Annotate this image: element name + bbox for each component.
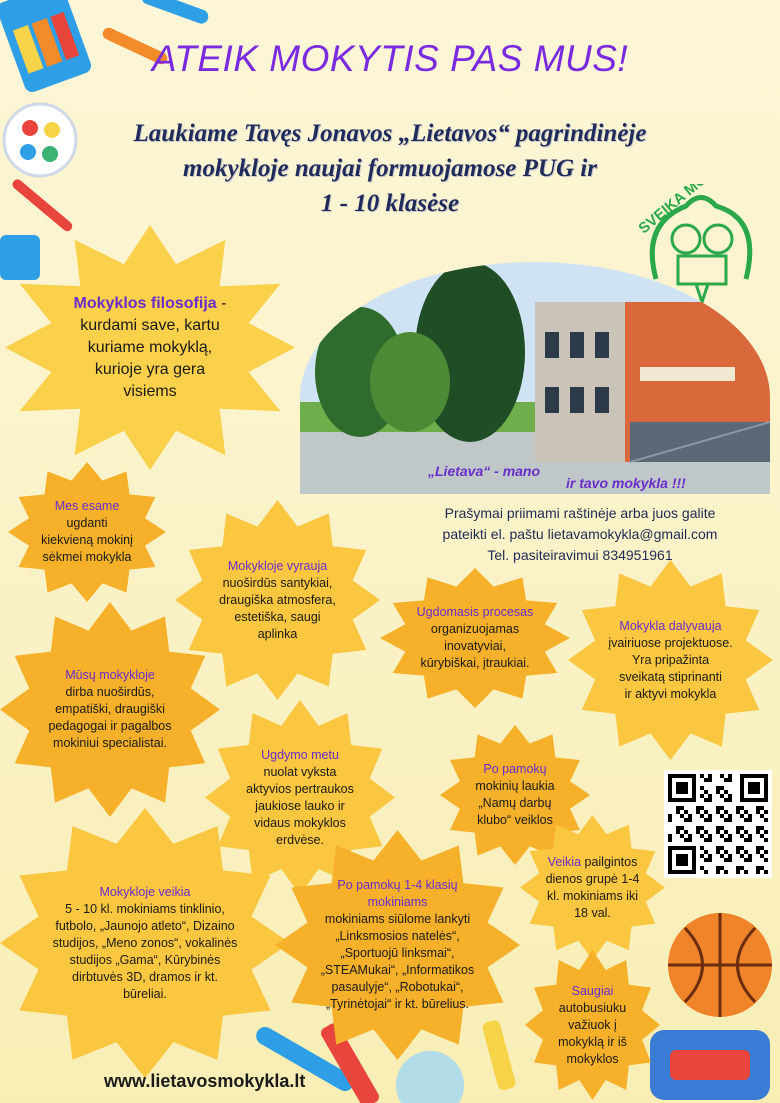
info-line: Prašymai priimami raštinėje arba juos galite <box>444 505 716 521</box>
burst-line: aplinka <box>257 626 298 641</box>
info-burst <box>568 560 773 760</box>
burst-line: „Linksmosios natelės“, <box>335 929 460 943</box>
photo-caption-right: ir tavo mokykla !!! <box>566 475 686 491</box>
burst-head: Ugdymo metu <box>261 747 339 762</box>
burst-line: Yra pripažinta <box>631 652 710 667</box>
info-burst <box>8 462 166 602</box>
philosophy-line: kurdami save, kartu <box>80 316 220 334</box>
info-burst <box>0 808 290 1078</box>
burst-line: būreliai. <box>123 986 167 1001</box>
website-link[interactable]: www.lietavosmokykla.lt <box>104 1071 306 1091</box>
burst-head-rest: pailgintos <box>581 854 638 869</box>
page-subtitle <box>60 116 720 221</box>
info-burst <box>380 568 570 708</box>
info-burst <box>275 830 520 1060</box>
burst-head: Veikia <box>547 854 582 869</box>
burst-line: vidaus mokyklos <box>254 815 346 830</box>
burst-line: mokyklos <box>566 1051 619 1066</box>
burst-line: mokinių laukia <box>475 779 555 793</box>
qr-code <box>664 770 772 878</box>
burst-line: „STEAMukai“, „Informatikos <box>320 963 475 977</box>
burst-line: 18 val. <box>574 905 611 920</box>
burst-head: Mes esame <box>54 499 120 513</box>
application-info <box>395 503 765 566</box>
burst-head: Po pamokų <box>483 762 547 776</box>
burst-line: empatiški, draugiški <box>55 702 165 716</box>
subtitle-line: 1 - 10 klasėse <box>320 190 460 217</box>
burst-line: aktyvios pertraukos <box>246 781 354 796</box>
burst-line: „Namų darbų <box>478 796 552 810</box>
burst-line: ugdanti <box>66 516 108 530</box>
burst-line: važiuok į <box>568 1017 617 1032</box>
burst-line: kūrybiškai, įtraukiai. <box>420 656 530 670</box>
burst-head: Mokykloje veikia <box>99 884 191 899</box>
info-burst <box>525 950 660 1100</box>
burst-line: dirbtuvės 3D, dramos ir kt. <box>72 969 218 984</box>
info-burst <box>0 602 220 817</box>
burst-head: Mokykloje vyrauja <box>227 558 328 573</box>
burst-line: estetiška, saugi <box>234 609 321 624</box>
philosophy-line: kuriame mokyklą, <box>87 338 213 356</box>
burst-line: organizuojamas <box>430 622 520 636</box>
burst-line: sėkmei mokykla <box>42 550 132 564</box>
burst-head: Saugiai <box>571 983 614 998</box>
burst-line: ir aktyvi mokykla <box>624 686 717 701</box>
burst-line: nuolat vyksta <box>263 764 337 779</box>
burst-line: mokyklą ir iš <box>558 1034 627 1049</box>
burst-line: erdvėse. <box>276 832 324 847</box>
burst-line: 5 - 10 kl. mokiniams tinklinio, <box>65 901 225 916</box>
burst-line: draugiška atmosfera, <box>219 592 336 607</box>
burst-head: Ugdomasis procesas <box>416 605 534 619</box>
info-line: Tel. pasiteiravimui 834951961 <box>487 547 673 563</box>
burst-line: inovatyviai, <box>444 639 506 653</box>
philosophy-line: kurioje yra gera <box>94 360 206 378</box>
burst-head: Po pamokų 1-4 klasių <box>337 878 458 892</box>
burst-line: mokiniui specialistai. <box>53 736 167 750</box>
subtitle-line: mokykloje naujai formuojamose PUG ir <box>183 155 597 182</box>
philosophy-burst <box>5 225 295 470</box>
photo-caption-left: „Lietava“ - mano <box>428 463 541 479</box>
burst-line: pasaulyje“, „Robotukai“, <box>331 980 464 994</box>
philosophy-dash: - <box>216 294 227 312</box>
info-burst <box>520 815 665 960</box>
burst-line: jaukiose lauko ir <box>255 798 345 813</box>
burst-line: nuoširdūs santykiai, <box>222 575 333 590</box>
burst-line: mokiniams siūlome lankyti <box>324 912 471 926</box>
page-title: ATEIK MOKYTIS PAS MUS! <box>151 38 629 79</box>
burst-line: „Sportuojū linksmai“, <box>340 946 455 960</box>
burst-line: sveikatą stiprinanti <box>619 669 722 684</box>
burst-head: Mokykla dalyvauja <box>619 618 722 633</box>
burst-line: klubo“ veiklos <box>477 813 553 827</box>
burst-line: kiekvieną mokinį <box>41 533 133 547</box>
logo-text: SVEIKA MOKYKLA <box>636 184 750 238</box>
burst-line: autobusiuku <box>558 1000 627 1015</box>
burst-line: įvairiuose projektuose. <box>608 635 733 650</box>
philosophy-head: Mokyklos filosofija <box>73 294 217 312</box>
info-line: pateikti el. paštu lietavamokykla@gmail.com <box>442 526 718 542</box>
burst-head: mokiniams <box>367 895 428 909</box>
burst-line: studijos, „Meno zonos“, vokalinės <box>52 935 238 950</box>
burst-line: studijos „Gama“, Kūrybinės <box>69 952 221 967</box>
burst-line: futbolo, „Jaunojo atleto“, Dizaino <box>55 918 235 933</box>
burst-head: Mūsų mokykloje <box>65 668 155 682</box>
subtitle-line: Laukiame Tavęs Jonavos „Lietavos“ pagrindinėje <box>133 120 647 147</box>
philosophy-line: visiems <box>123 382 177 400</box>
burst-line: dirba nuoširdūs, <box>65 685 155 699</box>
burst-line: „Tyrinėtojai“ ir kt. būrelius. <box>325 997 470 1011</box>
burst-line: kl. mokiniams iki <box>547 888 638 903</box>
burst-line: dienos grupė 1-4 <box>545 871 640 886</box>
burst-line: pedagogai ir pagalbos <box>48 719 172 733</box>
